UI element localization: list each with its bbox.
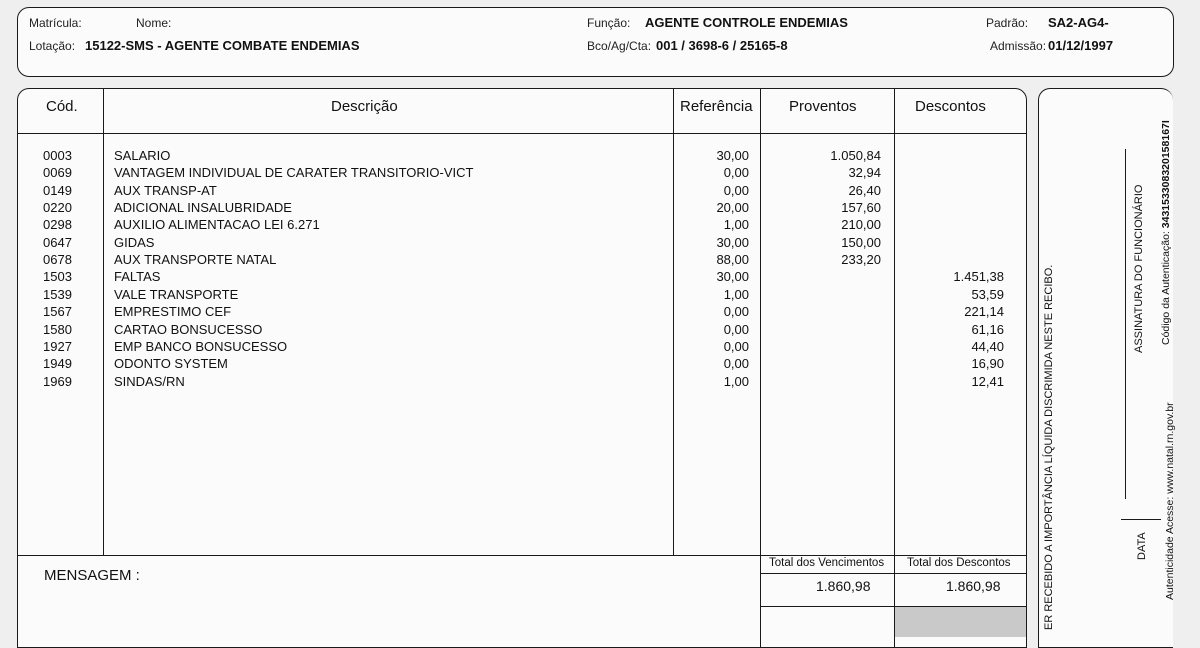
padrao-label: Padrão: bbox=[986, 16, 1029, 30]
table-row bbox=[18, 373, 1026, 390]
cell-cod: 1503 bbox=[43, 269, 72, 285]
padrao-value: SA2-AG4- bbox=[1048, 15, 1109, 30]
cell-proventos: 150,00 bbox=[841, 234, 881, 250]
bco-label: Bco/Ag/Cta: bbox=[587, 39, 652, 53]
cell-descricao: SINDAS/RN bbox=[114, 373, 185, 389]
cell-referencia: 0,00 bbox=[723, 182, 749, 198]
lotacao-label: Lotação: bbox=[29, 39, 76, 53]
table-row bbox=[18, 251, 1026, 268]
cell-referencia: 30,00 bbox=[716, 234, 749, 250]
table-row bbox=[18, 216, 1026, 233]
header-descontos: Descontos bbox=[915, 98, 986, 115]
bco-value: 001 / 3698-6 / 25165-8 bbox=[656, 38, 788, 53]
table-row bbox=[18, 321, 1026, 338]
cell-descontos: 44,40 bbox=[971, 338, 1004, 354]
table-row bbox=[18, 268, 1026, 285]
table-row bbox=[18, 164, 1026, 181]
cell-referencia: 30,00 bbox=[716, 269, 749, 285]
cell-descricao: VANTAGEM INDIVIDUAL DE CARATER TRANSITORIO-VICT bbox=[114, 165, 474, 181]
cell-referencia: 1,00 bbox=[723, 373, 749, 389]
data-label: DATA bbox=[1136, 532, 1148, 560]
cell-cod: 0647 bbox=[43, 234, 72, 250]
matricula-label: Matrícula: bbox=[29, 16, 82, 30]
cell-proventos: 26,40 bbox=[848, 182, 881, 198]
total-vencimentos-label: Total dos Vencimentos bbox=[769, 557, 885, 569]
cell-referencia: 0,00 bbox=[723, 356, 749, 372]
table-row bbox=[18, 338, 1026, 355]
cell-descricao: EMP BANCO BONSUCESSO bbox=[114, 338, 288, 354]
liquido-cell bbox=[895, 607, 1026, 637]
receipt-strip bbox=[1038, 88, 1173, 648]
cell-cod: 1580 bbox=[43, 321, 72, 337]
table-row bbox=[18, 355, 1026, 372]
assinatura-label: ASSINATURA DO FUNCIONÁRIO bbox=[1133, 184, 1145, 353]
nome-label: Nome: bbox=[136, 16, 172, 30]
footer-divider bbox=[18, 555, 1026, 556]
total-vencimentos-value: 1.860,98 bbox=[816, 578, 871, 594]
cell-descontos: 53,59 bbox=[971, 286, 1004, 302]
admissao-value: 01/12/1997 bbox=[1048, 38, 1114, 53]
cell-referencia: 88,00 bbox=[716, 252, 749, 268]
signature-line bbox=[1125, 149, 1126, 499]
cell-referencia: 0,00 bbox=[723, 338, 749, 354]
totals-divider bbox=[760, 573, 1026, 574]
cell-descricao: SALARIO bbox=[114, 148, 171, 163]
cell-referencia: 20,00 bbox=[716, 200, 749, 216]
cell-cod: 0220 bbox=[43, 200, 72, 216]
cell-cod: 0069 bbox=[43, 165, 72, 181]
codigo-value: 343153308320158167I bbox=[1160, 120, 1172, 229]
cell-proventos: 233,20 bbox=[841, 252, 881, 268]
cell-descricao: AUX TRANSP-AT bbox=[114, 182, 217, 198]
data-divider bbox=[1121, 519, 1161, 520]
cell-cod: 0298 bbox=[43, 217, 72, 233]
cell-referencia: 1,00 bbox=[723, 217, 749, 233]
mensagem-label: MENSAGEM : bbox=[44, 567, 140, 584]
cell-referencia: 1,00 bbox=[723, 286, 749, 302]
cell-cod: 0003 bbox=[43, 148, 72, 163]
cell-descricao: GIDAS bbox=[114, 234, 155, 250]
table-row bbox=[18, 303, 1026, 320]
cell-proventos: 157,60 bbox=[841, 200, 881, 216]
cell-cod: 1567 bbox=[43, 304, 72, 320]
cell-descricao: FALTAS bbox=[114, 269, 161, 285]
funcao-label: Função: bbox=[587, 16, 631, 30]
header-box bbox=[17, 7, 1174, 77]
cell-referencia: 0,00 bbox=[723, 304, 749, 320]
cell-descontos: 61,16 bbox=[971, 321, 1004, 337]
table-row bbox=[18, 199, 1026, 216]
codigo-label-text: Código da Autenticação: bbox=[1160, 231, 1172, 345]
header-referencia: Referência bbox=[680, 98, 753, 115]
total-descontos-label: Total dos Descontos bbox=[907, 557, 1011, 569]
cell-descricao: VALE TRANSPORTE bbox=[114, 286, 239, 302]
cell-descricao: AUXILIO ALIMENTACAO LEI 6.271 bbox=[114, 217, 320, 233]
cell-referencia: 30,00 bbox=[716, 148, 749, 163]
table-row bbox=[18, 234, 1026, 251]
header-cod: Cód. bbox=[46, 98, 78, 115]
cell-descricao: ADICIONAL INSALUBRIDADE bbox=[114, 200, 292, 216]
cell-cod: 1539 bbox=[43, 286, 72, 302]
table-row bbox=[18, 147, 1026, 164]
cell-descontos: 16,90 bbox=[971, 356, 1004, 372]
table-row bbox=[18, 182, 1026, 199]
cell-cod: 1949 bbox=[43, 356, 72, 372]
cell-descontos: 221,14 bbox=[964, 304, 1004, 320]
cell-proventos: 210,00 bbox=[841, 217, 881, 233]
cell-cod: 1969 bbox=[43, 373, 72, 389]
cell-descontos: 12,41 bbox=[971, 373, 1004, 389]
table-body bbox=[18, 147, 1026, 407]
funcao-value: AGENTE CONTROLE ENDEMIAS bbox=[645, 15, 848, 30]
total-descontos-value: 1.860,98 bbox=[946, 578, 1001, 594]
header-proventos: Proventos bbox=[789, 98, 857, 115]
cell-cod: 0149 bbox=[43, 182, 72, 198]
codigo-label bbox=[1160, 120, 1172, 345]
recibo-text: ER RECEBIDO A IMPORTÂNCIA LÍQUIDA DISCRIMIDA NESTE RECIBO. bbox=[1043, 264, 1055, 630]
autenticidade-text: Autenticidade Acesse: www.natal.rn.gov.br bbox=[1164, 402, 1176, 600]
admissao-label: Admissão: bbox=[990, 39, 1047, 53]
cell-referencia: 0,00 bbox=[723, 321, 749, 337]
cell-descricao: CARTAO BONSUCESSO bbox=[114, 321, 263, 337]
cell-cod: 1927 bbox=[43, 338, 72, 354]
cell-cod: 0678 bbox=[43, 252, 72, 268]
cell-proventos: 1.050,84 bbox=[830, 148, 881, 163]
lotacao-value: 15122-SMS - AGENTE COMBATE ENDEMIAS bbox=[85, 38, 360, 53]
cell-descricao: ODONTO SYSTEM bbox=[114, 356, 228, 372]
items-table bbox=[17, 88, 1027, 648]
table-row bbox=[18, 286, 1026, 303]
cell-referencia: 0,00 bbox=[723, 165, 749, 181]
cell-descricao: AUX TRANSPORTE NATAL bbox=[114, 252, 277, 268]
header-divider bbox=[18, 133, 1026, 134]
header-descricao: Descrição bbox=[331, 98, 398, 115]
cell-descricao: EMPRESTIMO CEF bbox=[114, 304, 232, 320]
cell-proventos: 32,94 bbox=[848, 165, 881, 181]
cell-descontos: 1.451,38 bbox=[953, 269, 1004, 285]
